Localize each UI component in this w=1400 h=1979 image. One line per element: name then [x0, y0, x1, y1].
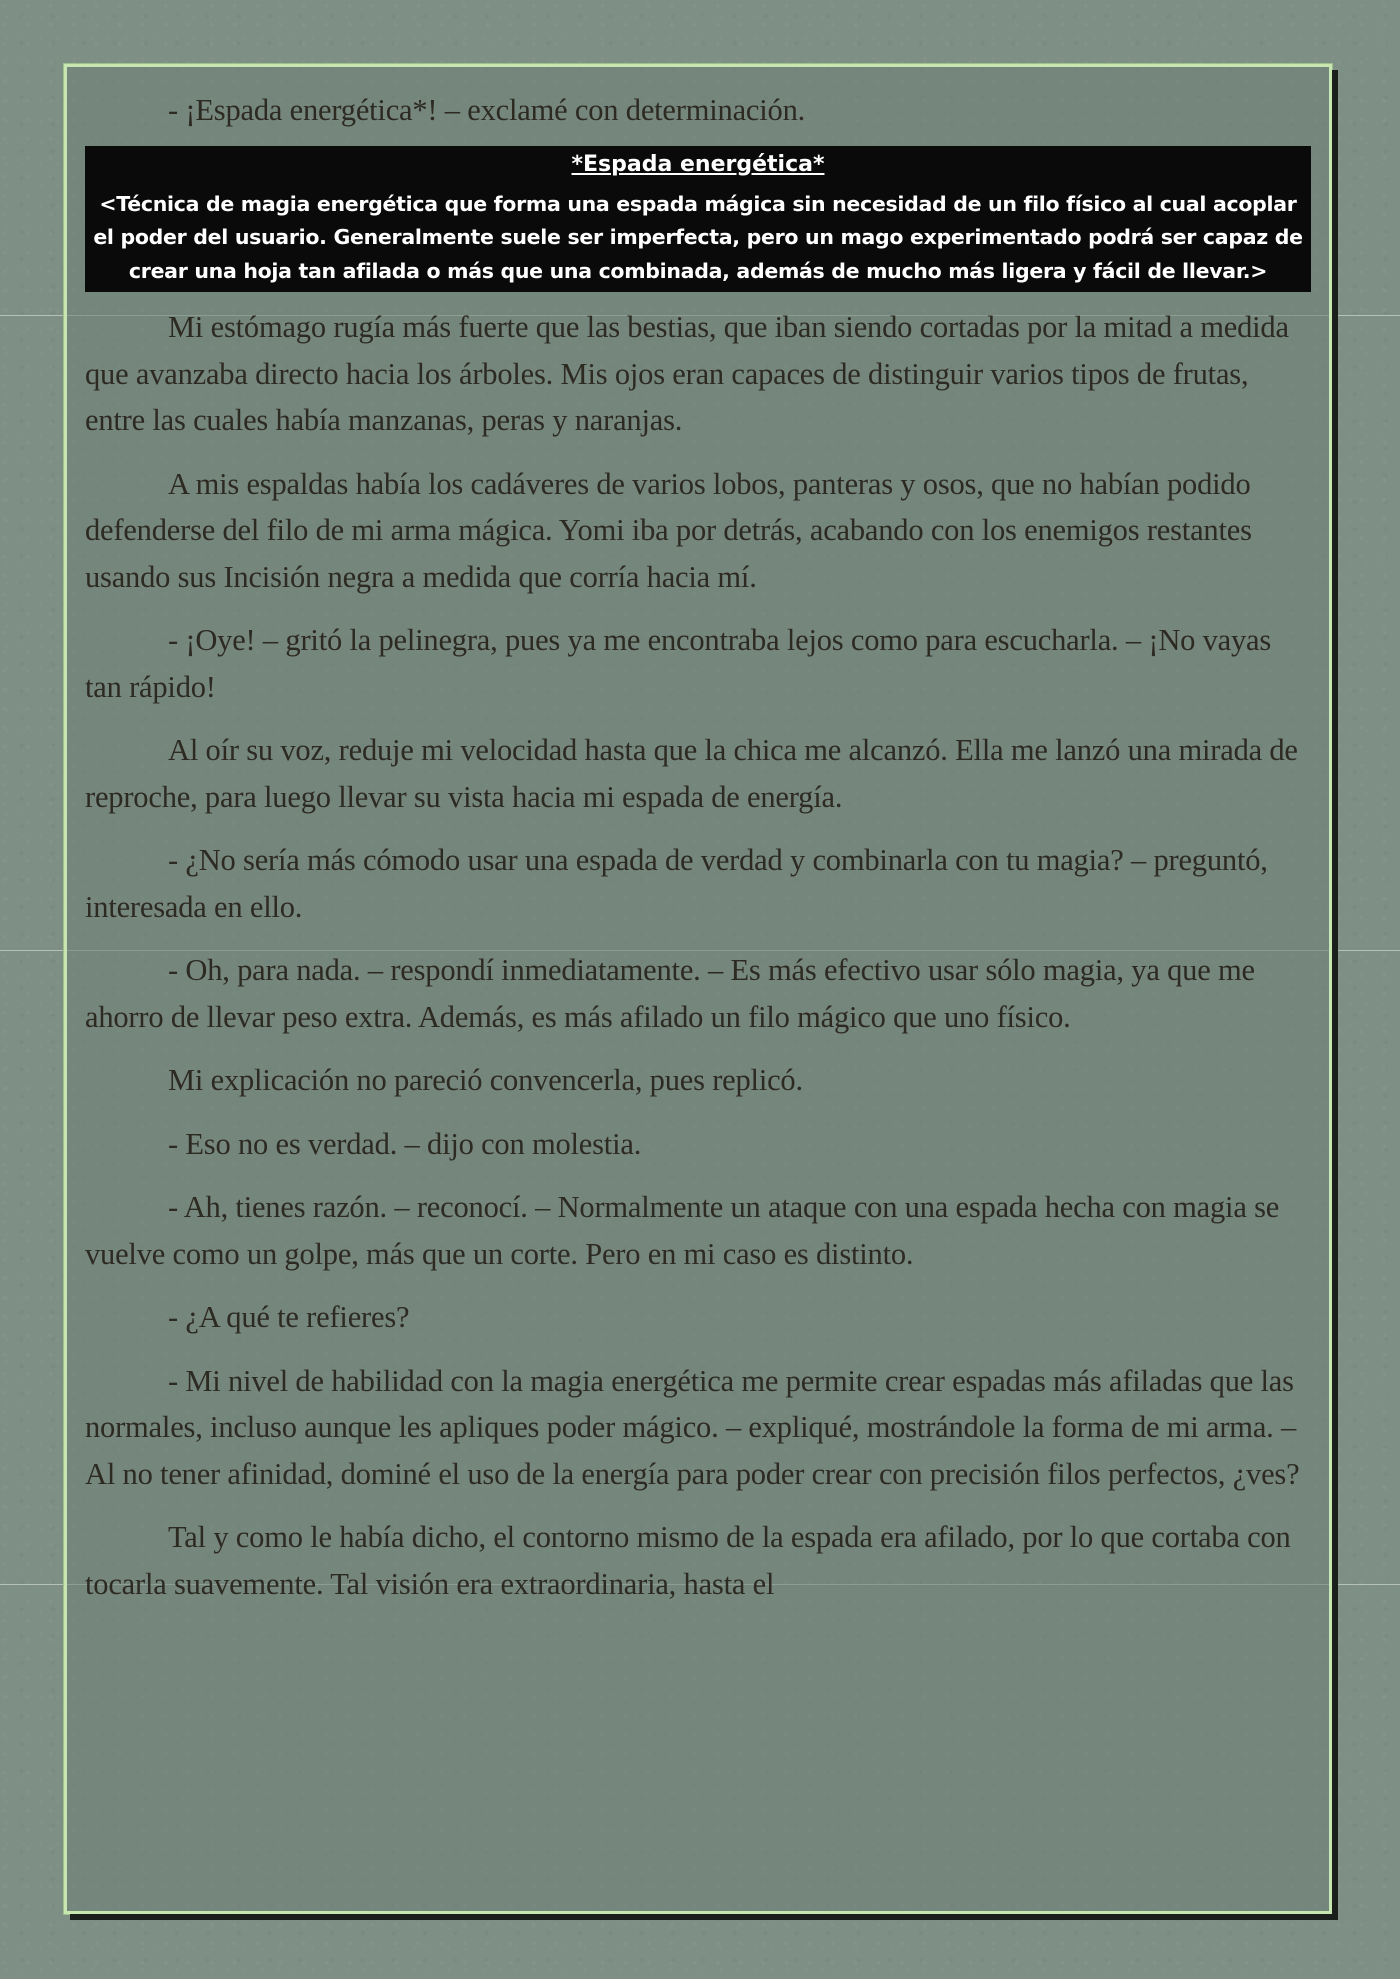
opening-line: - ¡Espada energética*! – exclamé con determinación. [168, 93, 806, 127]
page-content [85, 87, 1311, 1624]
paragraph: - ¡Oye! – gritó la pelinegra, pues ya me encontraba lejos como para escucharla. – ¡No vayas tan rápido! [85, 623, 1272, 704]
paragraph: - ¿No sería más cómodo usar una espada de verdad y combinarla con tu magia? – preguntó, interesada en ello. [85, 843, 1268, 924]
term-description: <Técnica de magia energética que forma una espada mágica sin necesidad de un filo físico al cual acoplar el poder del usuario. Generalmente suele ser imperfecta, pero un mago experimentado podrá ser capaz de crear una hoja tan afilada o más que una combinada, además de mucho más ligera y fácil de llevar.> [93, 191, 1303, 283]
paragraph: - ¿A qué te refieres? [168, 1300, 410, 1334]
paragraph: - Ah, tienes razón. – reconocí. – Normalmente un ataque con una espada hecha con magia se vuelve como un golpe, más que un corte. Pero en mi caso es distinto. [85, 1190, 1280, 1271]
paragraph: Tal y como le había dicho, el contorno mismo de la espada era afilado, por lo que cortaba con tocarla suavemente. Tal visión era extraordinaria, hasta el [85, 1520, 1291, 1601]
paragraph: Al oír su voz, reduje mi velocidad hasta que la chica me alcanzó. Ella me lanzó una mirada de reproche, para luego llevar su vista hacia mi espada de energía. [85, 733, 1298, 814]
term-definition-box [85, 146, 1311, 293]
paragraph: - Mi nivel de habilidad con la magia energética me permite crear espadas más afiladas que las normales, incluso aunque les apliques poder mágico. – expliqué, mostrándole la forma de mi arma. – Al no tener afinidad, dominé el uso de la energía para poder crear con precisión filos perfectos, ¿ves? [85, 1363, 1300, 1491]
paragraph: Mi estómago rugía más fuerte que las bestias, que iban siendo cortadas por la mitad a medida que avanzaba directo hacia los árboles. Mis ojos eran capaces de distinguir varios tipos de frutas, entre las cuales había manzanas, peras y naranjas. [85, 310, 1289, 437]
paragraph: - Oh, para nada. – respondí inmediatamente. – Es más efectivo usar sólo magia, ya que me ahorro de llevar peso extra. Además, es más afilado un filo mágico que uno físico. [85, 953, 1255, 1034]
paragraph: A mis espaldas había los cadáveres de varios lobos, panteras y osos, que no habían podido defenderse del filo de mi arma mágica. Yomi iba por detrás, acabando con los enemigos restantes usando sus Incisión negra a medida que corría hacia mí. [85, 466, 1252, 594]
term-title: *Espada energética* [571, 151, 825, 177]
paragraph: - Eso no es verdad. – dijo con molestia. [168, 1126, 642, 1161]
paragraph: Mi explicación no pareció convencerla, pues replicó. [168, 1063, 803, 1097]
page-frame [64, 64, 1332, 1914]
